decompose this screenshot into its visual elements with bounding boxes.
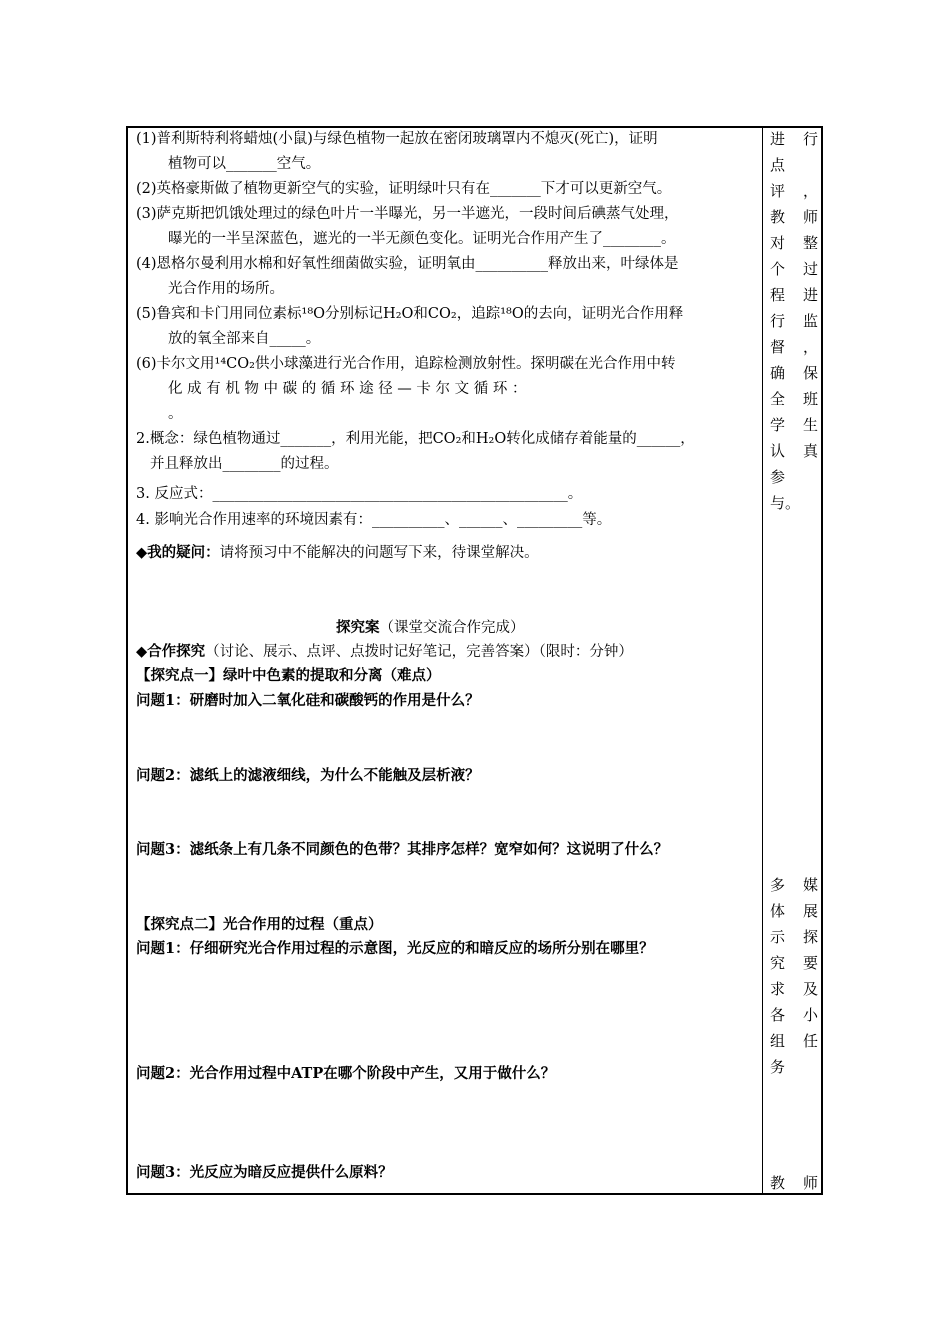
concept-line-cont: 并且释放出________的过程。 [150,456,339,472]
note-line: 全 班 [770,390,818,408]
coop-text: （讨论、展示、点评、点拨时记好笔记，完善答案）（限时：分钟） [205,644,633,660]
note-line: 多 媒 [770,876,818,894]
note-line: 认 真 [770,442,818,460]
history-item-2: (2)英格豪斯做了植物更新空气的实验，证明绿叶只有在_______下才可以更新空气。 [136,181,672,197]
history-item-4: (4)恩格尔曼利用水棉和好氧性细菌做实验，证明氧由__________释放出来，叶绿体是 [136,256,679,272]
note-line: 示 探 [770,928,818,946]
history-item-6-end: 。 [168,406,183,422]
explore-title-bold: 探究案 [336,619,380,636]
point-1-question-3: 问题3：滤纸条上有几条不同颜色的色带？其排序怎样？宽窄如何？这说明了什么？ [136,841,669,858]
note-line: 究 要 [770,954,818,972]
history-item-1-cont: 植物可以_______空气。 [168,156,321,172]
history-item-5-cont: 放的氧全部来自_____。 [168,331,321,347]
history-item-4-cont: 光合作用的场所。 [168,281,284,297]
explore-title [336,616,525,640]
teacher-note-3 [770,1170,818,1196]
history-item-3-cont: 曝光的一半呈深蓝色，遮光的一半无颜色变化。证明光合作用产生了________。 [168,231,676,247]
note-line: 与。 [770,494,801,512]
note-line: 各 小 [770,1006,818,1024]
coop-line [136,640,633,664]
note-line: 个 过 [770,260,818,278]
note-line: 确 保 [770,364,818,382]
note-line: 程 进 [770,286,818,304]
note-line: 行 监 [770,312,818,330]
factors-line: 4. 影响光合作用速率的环境因素有：__________、______、_________等。 [136,512,612,528]
my-questions-label: ◆我的疑问： [136,544,220,561]
history-item-6: (6)卡尔文用¹⁴CO₂供小球藻进行光合作用，追踪检测放射性。探明碳在光合作用中转 [136,356,676,372]
my-questions [136,541,539,565]
history-item-6-cont: 化 成 有 机 物 中 碳 的 循 环 途 径 — 卡 尔 文 循 环 ： [168,381,527,397]
note-line: 组 任 [770,1032,818,1050]
column-divider [762,126,763,1195]
teacher-note-2 [770,872,818,1080]
concept-line: 2.概念：绿色植物通过_______，利用光能，把CO₂和H₂O转化成储存着能量的______， [136,431,695,447]
note-line: 评 ， [770,182,818,200]
history-item-5: (5)鲁宾和卡门用同位素标¹⁸O分别标记H₂O和CO₂，追踪¹⁸O的去向，证明光合作用释 [136,306,684,322]
my-questions-text: 请将预习中不能解决的问题写下来，待课堂解决。 [219,545,539,561]
point-2-title: 【探究点二】光合作用的过程（重点） [136,916,383,933]
point-2-question-3: 问题3：光反应为暗反应提供什么原料？ [136,1164,393,1181]
note-line: 体 展 [770,902,818,920]
point-1-question-2: 问题2：滤纸上的滤液细线，为什么不能触及层析液？ [136,767,480,784]
note-line: 进 行 [770,130,818,148]
note-line: 务 [770,1058,786,1076]
note-line: 教 师 [770,208,818,226]
point-1-question-1: 问题1：研磨时加入二氧化硅和碳酸钙的作用是什么？ [136,692,480,709]
note-line: 参 [770,468,786,486]
note-line: 点 [770,156,786,174]
equation-line: 3. 反应式：_________________________________________________。 [136,486,583,502]
teacher-note-1 [770,126,818,516]
note-line: 督 ， [770,338,818,356]
note-line: 对 整 [770,234,818,252]
note-line: 教 师 [770,1174,818,1192]
history-item-1: (1)普利斯特利将蜡烛(小鼠)与绿色植物一起放在密闭玻璃罩内不熄灭(死亡)，证明 [136,131,658,147]
point-1-title: 【探究点一】绿叶中色素的提取和分离（难点） [136,667,441,684]
note-line: 学 生 [770,416,818,434]
point-2-question-2: 问题2：光合作用过程中ATP在哪个阶段中产生，又用于做什么？ [136,1065,556,1082]
note-line: 求 及 [770,980,818,998]
explore-title-rest: （课堂交流合作完成） [379,620,525,636]
point-2-question-1: 问题1：仔细研究光合作用过程的示意图，光反应的和暗反应的场所分别在哪里？ [136,940,654,957]
history-item-3: (3)萨克斯把饥饿处理过的绿色叶片一半曝光，另一半遮光，一段时间后碘蒸气处理， [136,206,679,222]
coop-label: ◆合作探究 [136,643,206,660]
